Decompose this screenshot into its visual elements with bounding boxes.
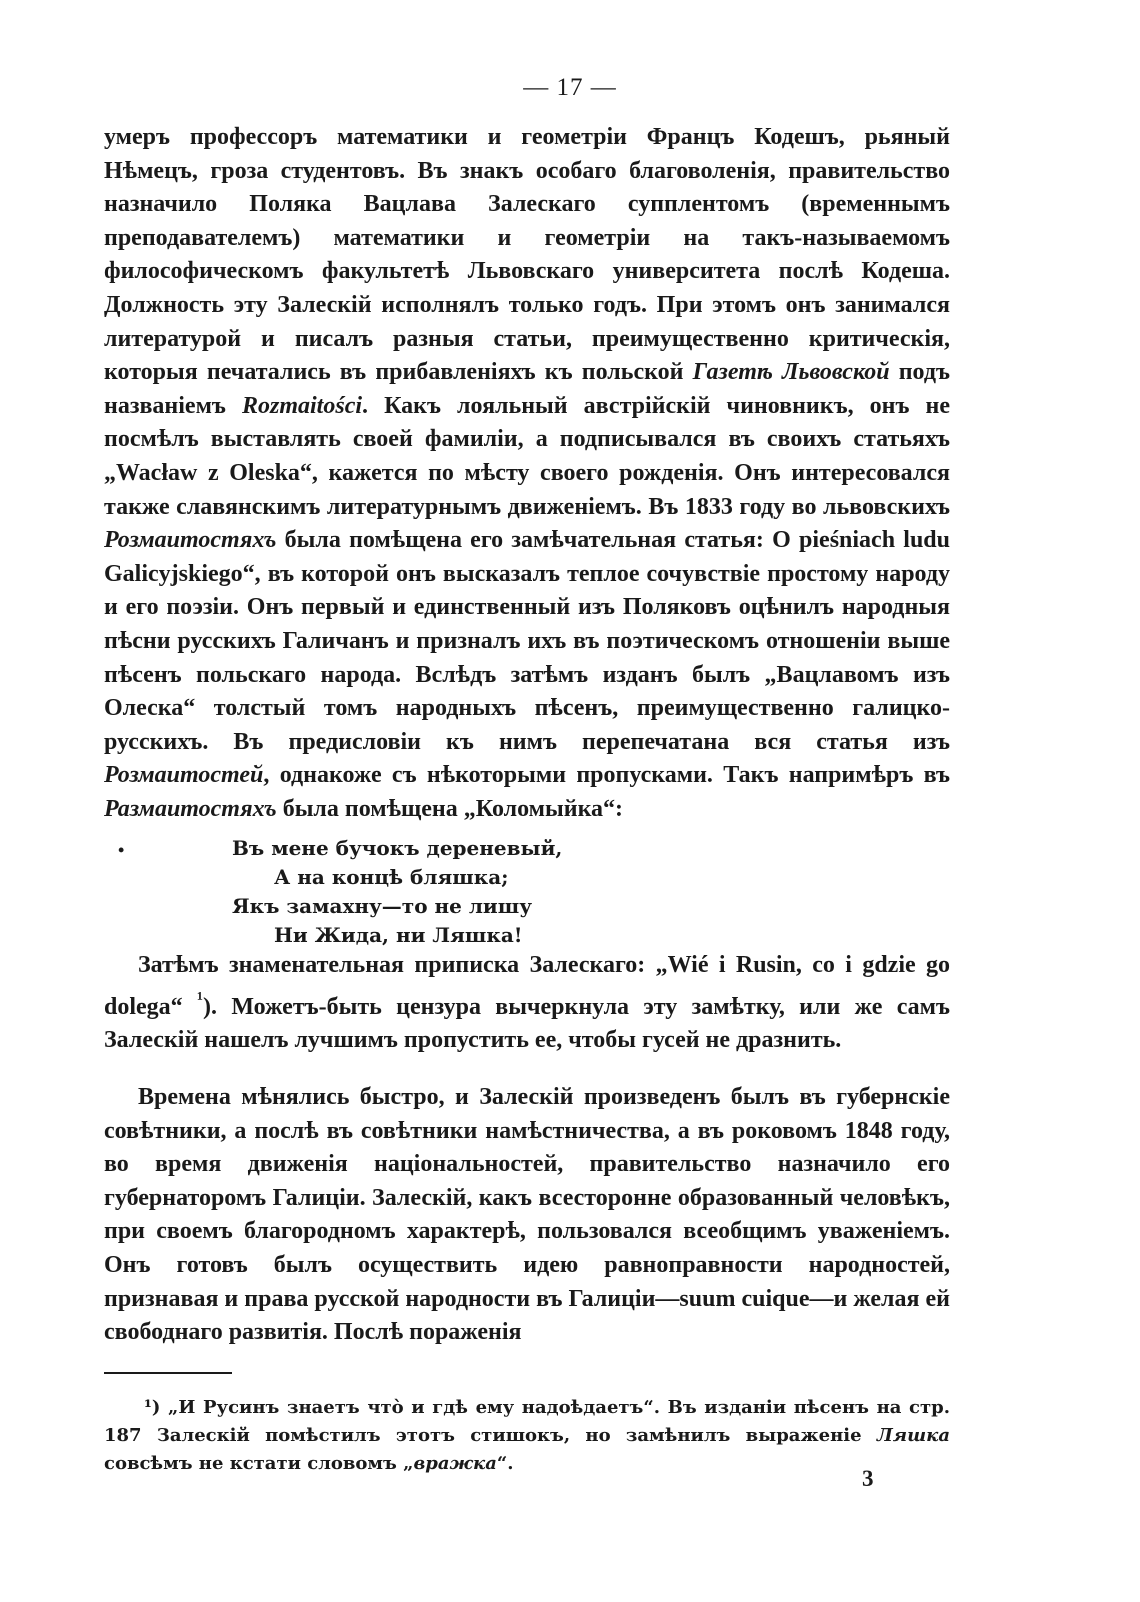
text-run: Времена мѣнялись быстро, и Залескій произведенъ былъ въ губернскіе совѣтники, а послѣ въ совѣтники намѣстничества, а въ роковомъ 1848 году, во время движенія національностей, правительство назначило его губернаторомъ Галиціи. Залескій, какъ всесторонне образованный человѣкъ, при своемъ благородномъ характерѣ, пользовался всеобщимъ уваженіемъ. Онъ готовъ былъ осуществить идею равноправности народностей, признавая и права русской народности въ Галиціи—suum cuique—и желая ей свободнаго развитія. Послѣ пораженія — [104, 1084, 950, 1346]
text-run: подъ названіемъ — [104, 359, 950, 419]
text-run: была помѣщена „Коломыйка“: — [276, 795, 624, 822]
signature-mark: 3 — [862, 1466, 874, 1491]
paragraph-3 — [104, 1081, 950, 1350]
page-number: — 17 — — [523, 74, 617, 101]
paragraph-1 — [104, 121, 950, 826]
text-run: “. — [496, 1453, 514, 1474]
italic-run: Розмаитостяхъ — [104, 527, 277, 554]
italic-run: Размаитостяхъ — [104, 795, 277, 822]
italic-run: Газетѣ Львовской — [692, 359, 890, 386]
text-run: Затѣмъ знаменательная приписка Залескаго: „Wié i Rusin, co i gdzie go dolega“ — [104, 952, 950, 1020]
text-run: „И Русинъ знаетъ что̀ и гдѣ ему надоѣдаетъ“. Въ изданіи пѣсенъ на стр. 187 Залескій помѣстилъ этотъ стишокъ, но замѣнилъ выраженіе — [104, 1397, 950, 1446]
footnote — [104, 1394, 950, 1478]
footnote-divider — [104, 1372, 232, 1374]
text-run: умеръ профессоръ математики и геометріи Францъ Кодешъ, рьяный Нѣмецъ, гроза студентовъ. Въ знакъ особаго благоволенія, правительство назначило Поляка Вацлава Залескаго супплентомъ (временнымъ преподавателемъ) математики и геометріи на такъ-называемомъ философическомъ факультетѣ Львовскаго университета послѣ Кодеша. Должность эту Залескій исполнялъ только годъ. При этомъ онъ занимался литературой и писалъ разныя статьи, преимущественно критическія, которыя печатались въ прибавленіяхъ къ польской — [104, 124, 950, 386]
verse-block — [0, 834, 1140, 950]
italic-run: Rozmaitości — [242, 392, 363, 419]
text-run: , однакоже съ нѣкоторыми пропусками. Такъ напримѣръ въ — [263, 762, 950, 789]
italic-run: Розмаитостей — [104, 762, 264, 789]
italic-run: Ляшка — [876, 1425, 950, 1446]
text-run: была помѣщена его замѣчательная статья: O pieśniach ludu Galicyjskiego“, въ которой онъ высказалъ теплое сочувствіе простому народу и его поэзіи. Онъ первый и единственный изъ Поляковъ оцѣнилъ народныя пѣсни русскихъ Галичанъ и призналъ ихъ въ поэтическомъ отношеніи выше пѣсенъ польскаго народа. Вслѣдъ затѣмъ изданъ былъ „Вацлавомъ изъ Олеска“ толстый томъ народныхъ пѣсенъ, преимущественно галицко-русскихъ. Въ предисловіи къ нимъ перепечатана вся статья изъ — [104, 527, 950, 755]
verse-bullet: • — [118, 840, 125, 860]
footnote-marker: ¹) — [144, 1397, 161, 1418]
verse-line: Въ мене бучокъ дереневый, — [232, 836, 563, 860]
paragraph-2 — [104, 949, 950, 1058]
verse-line: А на концѣ бляшка; — [274, 865, 509, 889]
text-run: ). Можетъ-быть цензура вычеркнула эту замѣтку, или же самъ Залескій нашелъ лучшимъ пропустить ее, чтобы гусей не дразнить. — [104, 993, 950, 1054]
text-run: . Какъ лояльный австрійскій чиновникъ, онъ не посмѣлъ выставлять своей фамиліи, а подписывался въ своихъ статьяхъ „Wacław z Oleska“, кажется по мѣсту своего рожденія. Онъ интересовался также славянскимъ литературнымъ движеніемъ. Въ 1833 году во львовскихъ — [104, 392, 951, 520]
verse-line: Якъ замахну—то не лишу — [232, 894, 533, 918]
text-run: совсѣмъ не кстати словомъ „ — [104, 1453, 414, 1474]
footnote-ref[interactable]: ¹ — [197, 987, 204, 1010]
verse-line: Ни Жида, ни Ляшка! — [274, 923, 523, 947]
italic-run: вражка — [413, 1453, 497, 1474]
